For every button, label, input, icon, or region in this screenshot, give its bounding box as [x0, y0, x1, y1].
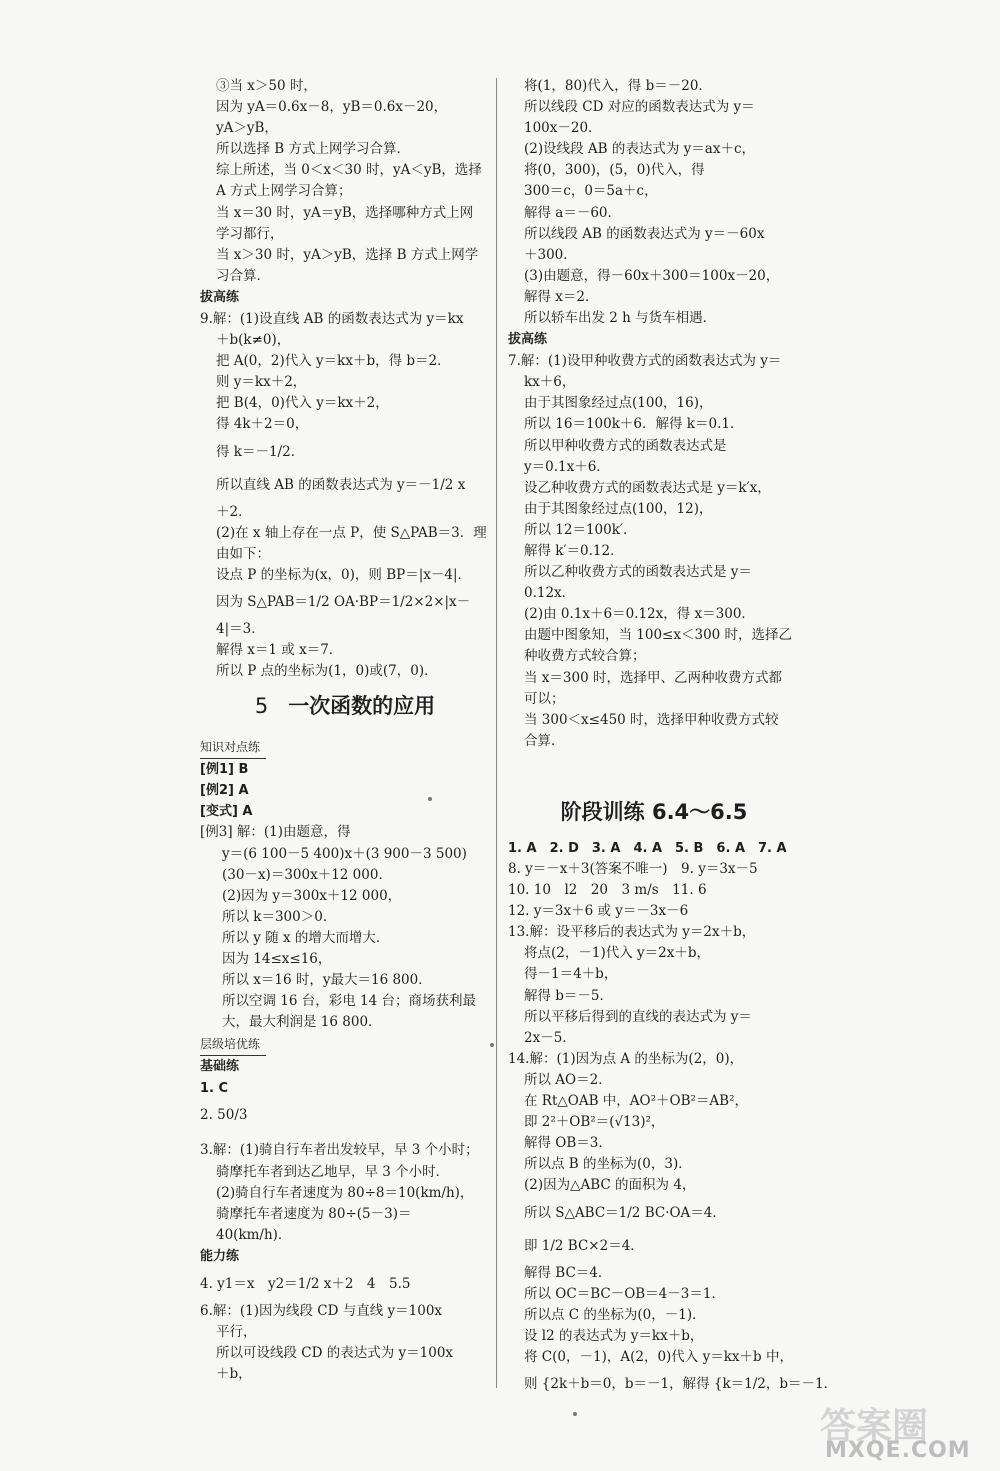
- section-title-text: 一次函数的应用: [288, 694, 436, 719]
- text-line: 解得 a＝－60．: [524, 204, 622, 221]
- text-line: [例3] 解：(1)由题意，得: [200, 824, 351, 841]
- text-line: kx＋6，: [524, 374, 576, 391]
- text-line: 则 y＝kx＋2，: [216, 374, 307, 391]
- text-line: 设点 P 的坐标为(x，0)，则 BP＝|x－4|．: [216, 566, 471, 583]
- text-line: 1. C: [200, 1081, 229, 1097]
- text-line: 解得 BC＝4．: [524, 1264, 612, 1281]
- text-line: 所以 P 点的坐标为(1，0)或(7，0)．: [216, 663, 438, 680]
- text-line: 平行，: [216, 1324, 257, 1341]
- text-line: y＝0.1x＋6．: [524, 458, 610, 475]
- text-line: 2x－5．: [524, 1029, 576, 1046]
- text-line: 12. y＝3x＋6 或 y＝－3x－6: [508, 903, 689, 920]
- left-block-d: [200, 844, 490, 1034]
- text-line: 得 k＝－1/2．: [216, 443, 305, 460]
- left-block-e: [200, 1078, 490, 1132]
- text-line: yA＞yB，: [216, 120, 278, 137]
- left-block-b: [200, 309, 490, 682]
- text-line: 得－1＝4＋b，: [524, 966, 618, 983]
- text-line: 2. 50/3: [200, 1107, 248, 1124]
- text-line: ＋b，: [216, 1366, 252, 1383]
- text-line: 骑摩托车者到达乙地早，早 3 个小时．: [216, 1163, 450, 1180]
- text-line: (30－x)＝300x＋12 000．: [222, 866, 392, 883]
- right-block-c: [508, 838, 838, 1401]
- text-line: 所以线段 AB 的函数表达式为 y＝－60x: [524, 225, 765, 242]
- zhishi-label: 知识对点练: [200, 736, 266, 759]
- text-line: 当 300＜x≤450 时，选择甲种收费方式较: [524, 711, 779, 728]
- left-block-c: [200, 759, 490, 843]
- zhishi-label-wrap: [200, 736, 490, 759]
- left-block-f: [200, 1140, 490, 1245]
- text-line: 即 1/2 BC×2＝4．: [524, 1237, 644, 1254]
- text-line: 解得 OB＝3．: [524, 1135, 612, 1152]
- text-line: 即 2²＋OB²＝(√13)²，: [524, 1114, 665, 1131]
- section-number: 5: [254, 694, 269, 719]
- text-line: 设乙种收费方式的函数表达式是 y＝k′x，: [524, 479, 771, 496]
- text-line: 则 {2k＋b＝0，b＝－1，解得 {k＝1/2，b＝－1．: [524, 1375, 838, 1392]
- text-line: 解得 b＝－5．: [524, 987, 614, 1004]
- text-line: 设 l2 的表达式为 y＝kx＋b，: [524, 1327, 704, 1344]
- left-block-a: [200, 76, 490, 287]
- text-line: 所以 12＝100k′．: [524, 521, 637, 538]
- section-header-nengli: 能力练: [200, 1248, 240, 1264]
- text-line: 种收费方式较合算；: [524, 648, 646, 665]
- text-line: 所以点 C 的坐标为(0，－1)．: [524, 1306, 706, 1323]
- text-line: 300＝c，0＝5a＋c，: [524, 183, 658, 200]
- text-line: (2)由 0.1x＋6＝0.12x，得 x＝300．: [524, 606, 755, 623]
- text-line: 可以；: [524, 690, 565, 707]
- section-title: [200, 682, 490, 736]
- text-line: ③当 x＞50 时，: [216, 78, 317, 94]
- text-line: (2)因为 y＝300x＋12 000，: [222, 887, 402, 904]
- text-line: 所以平移后得到的直线的表达式为 y＝: [524, 1008, 752, 1025]
- text-line: 将(1，80)代入，得 b＝－20．: [524, 78, 712, 94]
- text-line: (2)因为△ABC 的面积为 4，: [524, 1177, 696, 1194]
- text-line: (3)由题意，得－60x＋300＝100x－20，: [524, 267, 780, 284]
- text-line: 将 C(0，－1)，A(2，0)代入 y＝kx＋b 中，: [524, 1348, 793, 1365]
- text-line: y＝(6 100－5 400)x＋(3 900－3 500): [222, 845, 467, 862]
- text-line: 所以 OC＝BC－OB＝4－3＝1．: [524, 1285, 725, 1302]
- text-line: 所以甲种收费方式的函数表达式是: [524, 437, 727, 454]
- text-line: (2)骑自行车者速度为 80÷8＝10(km/h)，: [216, 1184, 474, 1201]
- speck: [573, 1412, 577, 1416]
- text-line: 4|＝3．: [216, 620, 265, 637]
- text-line: 学习都行，: [216, 225, 284, 242]
- text-line: 40(km/h)．: [216, 1226, 292, 1243]
- text-line: [例1] B: [200, 762, 249, 778]
- text-line: 习合算．: [216, 267, 270, 284]
- text-line: 100x－20．: [524, 120, 602, 137]
- text-line: (2)设线段 AB 的表达式为 y＝ax＋c，: [524, 141, 756, 158]
- text-line: 因为 yA＝0.6x－8，yB＝0.6x－20，: [216, 99, 448, 116]
- section-header-bagao: 拔高练: [508, 332, 548, 348]
- text-line: 由于其图象经过点(100，12)，: [524, 500, 713, 517]
- cengji-label-wrap: [200, 1033, 490, 1056]
- text-line: [例2] A: [200, 783, 249, 799]
- stage-title: 阶段训练 6.4～6.5: [560, 799, 748, 824]
- text-line: 因为 14≤x≤16，: [222, 951, 332, 967]
- text-line: 所以可设线段 CD 的表达式为 y＝100x: [216, 1345, 454, 1362]
- text-line: 10. 10 l2 20 3 m/s 11. 6: [508, 882, 707, 899]
- text-line: 得 4k＋2＝0，: [216, 416, 309, 433]
- text-line: 所以空调 16 台，彩电 14 台；商场获利最: [222, 993, 477, 1010]
- text-line: 由于其图象经过点(100，16)，: [524, 395, 713, 412]
- text-line: 大，最大利润是 16 800．: [222, 1014, 382, 1031]
- text-line: ＋b(k≠0)，: [216, 332, 291, 349]
- watermark-logo: 答案圈: [820, 1406, 929, 1447]
- text-line: 6.解：(1)因为线段 CD 与直线 y＝100x: [200, 1302, 443, 1319]
- text-line: 所以 y 随 x 的增大而增大．: [222, 929, 390, 946]
- text-line: 当 x＝300 时，选择甲、乙两种收费方式都: [524, 669, 782, 686]
- text-line: 9.解：(1)设直线 AB 的函数表达式为 y＝kx: [200, 310, 464, 327]
- text-line: 所以直线 AB 的函数表达式为 y＝－1/2 x: [216, 476, 466, 493]
- text-line: 所以选择 B 方式上网学习合算．: [216, 141, 411, 158]
- text-line: 当 x＝30 时，yA＝yB，选择哪种方式上网: [216, 204, 474, 221]
- watermark-site: MXQE.COM: [825, 1438, 971, 1463]
- text-line: 把 B(4，0)代入 y＝kx＋2，: [216, 395, 389, 412]
- text-line: 8. y＝－x＋3(答案不唯一) 9. y＝3x－5: [508, 861, 758, 877]
- text-line: 所以 x＝16 时，y最大＝16 800．: [222, 972, 432, 989]
- text-line: 在 Rt△OAB 中，AO²＋OB²＝AB²，: [524, 1093, 749, 1110]
- text-line: 14.解：(1)因为点 A 的坐标为(2，0)，: [508, 1050, 744, 1067]
- text-line: 7.解：(1)设甲种收费方式的函数表达式为 y＝: [508, 353, 782, 370]
- text-line: 综上所述，当 0＜x＜30 时，yA＜yB，选择: [216, 162, 482, 179]
- text-line: 当 x＞30 时，yA＞yB，选择 B 方式上网学: [216, 246, 479, 263]
- text-line: 3.解：(1)骑自行车者出发较早，早 3 个小时；: [200, 1142, 479, 1159]
- speck: [428, 797, 432, 801]
- text-line: 由题中图象知，当 100≤x＜300 时，选择乙: [524, 627, 793, 644]
- text-line: ＋2．: [216, 503, 252, 520]
- text-line: 所以点 B 的坐标为(0，3)．: [524, 1156, 692, 1173]
- text-line: 所以线段 CD 对应的函数表达式为 y＝: [524, 99, 755, 116]
- text-line: 1. A 2. D 3. A 4. A 5. B 6. A 7. A: [508, 840, 787, 856]
- section-header-bagao: 拔高练: [200, 289, 240, 305]
- left-block-g: [200, 1268, 490, 1385]
- text-line: 合算．: [524, 732, 565, 749]
- text-line: 由如下：: [216, 545, 270, 562]
- text-line: 解得 x＝1 或 x＝7．: [216, 641, 343, 658]
- speck: [490, 1043, 494, 1047]
- text-line: 将点(2，－1)代入 y＝2x＋b，: [524, 945, 710, 962]
- left-column: [200, 76, 490, 1385]
- column-divider: [496, 78, 497, 1388]
- text-line: ＋300．: [524, 246, 577, 263]
- text-line: 所以轿车出发 2 h 与货车相遇．: [524, 310, 717, 327]
- right-column: [508, 76, 838, 1401]
- text-line: 骑摩托车者速度为 80÷(5－3)＝: [216, 1205, 412, 1222]
- text-line: 13.解：设平移后的表达式为 y＝2x＋b，: [508, 924, 756, 941]
- text-line: 将(0，300)，(5，0)代入，得: [524, 162, 705, 179]
- text-line: 所以 AO＝2．: [524, 1071, 612, 1088]
- right-block-a: [508, 76, 800, 329]
- text-line: 0.12x．: [524, 585, 576, 602]
- text-line: 解得 k′＝0.12．: [524, 542, 624, 559]
- text-line: 所以 S△ABC＝1/2 BC·OA＝4．: [524, 1204, 726, 1221]
- text-line: 因为 S△PAB＝1/2 OA·BP＝1/2×2×|x－: [216, 593, 471, 610]
- text-line: 解得 x＝2．: [524, 288, 599, 305]
- text-line: 所以 k＝300＞0．: [222, 908, 337, 925]
- text-line: 所以乙种收费方式的函数表达式是 y＝: [524, 564, 752, 581]
- right-block-b: [508, 351, 800, 752]
- text-line: A 方式上网学习合算；: [216, 183, 352, 200]
- text-line: 所以 16＝100k＋6．解得 k＝0.1．: [524, 416, 744, 433]
- text-line: 4. y1＝x y2＝1/2 x＋2 4 5.5: [200, 1275, 411, 1292]
- text-line: (2)在 x 轴上存在一点 P，使 S△PAB＝3．理: [216, 524, 487, 541]
- text-line: [变式] A: [200, 804, 253, 820]
- text-line: 把 A(0，2)代入 y＝kx＋b，得 b＝2．: [216, 353, 451, 370]
- section-header-jichu: 基础练: [200, 1059, 240, 1075]
- spacer: [200, 1132, 490, 1140]
- cengji-label: 层级培优练: [200, 1033, 266, 1056]
